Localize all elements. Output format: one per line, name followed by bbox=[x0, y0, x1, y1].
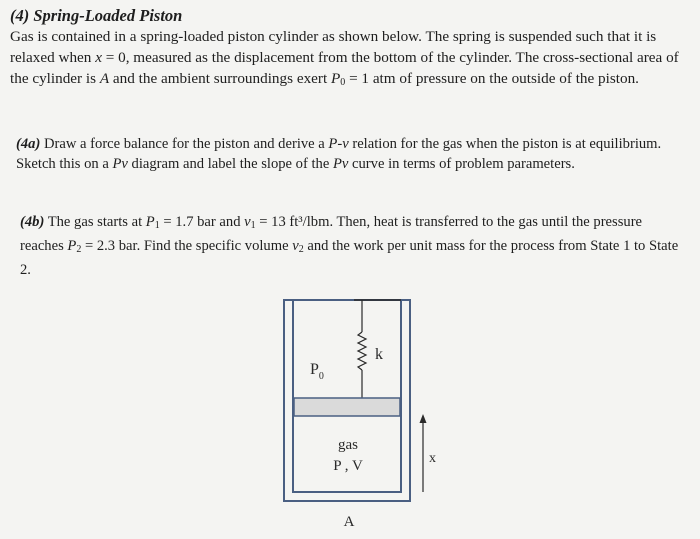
part-b-text-5: and the work per unit mass for the process from State 1 to State 2. bbox=[20, 238, 679, 278]
piston bbox=[294, 398, 400, 416]
part-b-p2-sub: 2 bbox=[76, 244, 82, 255]
displacement-arrow bbox=[420, 414, 427, 492]
part-b-text-2: = 1.7 bar and bbox=[159, 214, 245, 230]
intro-text-4: = 1 atm of pressure on the outside of the piston. bbox=[345, 70, 639, 87]
displacement-arrow-head bbox=[420, 414, 427, 423]
displacement-label: x bbox=[429, 451, 436, 466]
spring-constant-label: k bbox=[375, 346, 383, 363]
part-b-text-1: The gas starts at bbox=[44, 214, 146, 230]
problem-heading: (4) Spring-Loaded Piston bbox=[10, 6, 183, 25]
part-b-label: (4b) bbox=[20, 214, 45, 230]
part-a-text-4: curve in terms of problem parameters. bbox=[348, 156, 575, 172]
cross-section-area-label: A bbox=[343, 514, 355, 530]
part-b-p1-var: P bbox=[145, 214, 155, 230]
part-a-pv-curve: Pv bbox=[332, 156, 349, 172]
part-a-pv-diagram: Pv bbox=[112, 156, 128, 172]
part-a-label: (4a) bbox=[16, 136, 41, 152]
part-b-v2-var: v bbox=[292, 238, 299, 254]
part-a-text-1: Draw a force balance for the piston and derive a bbox=[40, 136, 329, 152]
part-b-p1-sub: 1 bbox=[154, 220, 160, 231]
intro-p0-sub: 0 bbox=[340, 77, 346, 88]
intro-text-2: = 0, measured as the displacement from the bottom of the cylinder. The cross-sectional area of the cylinder is bbox=[10, 49, 679, 87]
intro-x-var: x bbox=[95, 49, 102, 66]
part-b-v2-sub: 2 bbox=[298, 244, 304, 255]
part-a-pv-relation: P-v bbox=[328, 136, 349, 152]
part-b-text-3: = 13 ft³/lbm. Then, heat is transferred to the gas until the pressure reaches bbox=[20, 214, 643, 254]
intro-p0-var: P bbox=[330, 70, 341, 87]
spring bbox=[358, 300, 366, 398]
ambient-pressure-var: P bbox=[310, 361, 319, 378]
ambient-pressure-sub: 0 bbox=[318, 371, 324, 382]
gas-label: gas bbox=[338, 437, 358, 453]
gas-state-label: P , V bbox=[333, 458, 363, 474]
part-a-text-3: diagram and label the slope of the bbox=[127, 156, 333, 172]
spring-coil bbox=[358, 332, 366, 370]
intro-text-3: and the ambient surroundings exert bbox=[109, 70, 331, 87]
ambient-pressure-label bbox=[310, 361, 324, 382]
intro-area-var: A bbox=[99, 70, 110, 87]
part-b-p2-var: P bbox=[67, 238, 77, 254]
part-a-text-2: relation for the gas when the piston is at equilibrium. Sketch this on a bbox=[16, 136, 662, 172]
part-b-v1-var: v bbox=[244, 214, 251, 230]
intro-text-1: Gas is contained in a spring-loaded piston cylinder as shown below. The spring is suspended such that it is relaxed when bbox=[10, 28, 657, 66]
part-b-v1-sub: 1 bbox=[250, 220, 256, 231]
part-b-text-4: = 2.3 bar. Find the specific volume bbox=[81, 238, 293, 254]
